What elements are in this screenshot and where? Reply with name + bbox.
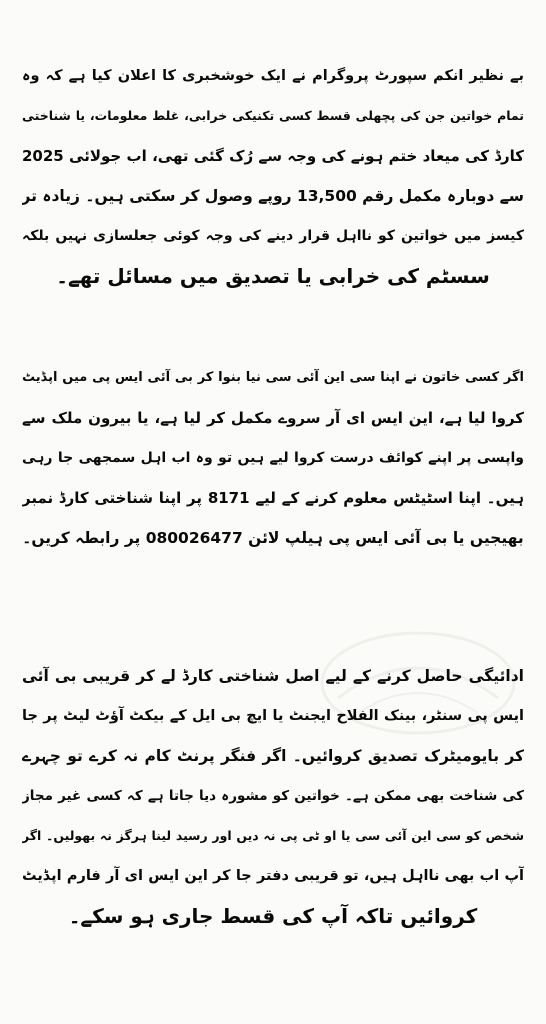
text-line: آپ اب بھی نااہل ہیں، تو قریبی دفتر جا کر این ایس ای آر فارم اپڈیٹ	[22, 868, 524, 884]
text-line: ادائیگی حاصل کرنے کے لیے اصل شناختی کارڈ لے کر قریبی بی آئی	[22, 667, 524, 685]
text-line: بے نظیر انکم سپورٹ پروگرام نے ایک خوشخبری کا اعلان کیا ہے کہ وہ	[22, 68, 524, 84]
paragraph-3	[22, 656, 524, 936]
text-line: سے دوبارہ مکمل رقم 13,500 روپے وصول کر سکتی ہیں۔ زیادہ تر	[22, 187, 524, 205]
text-line: واپسی پر اپنے کوائف درست کروا لیے ہیں تو وہ اب اہل سمجھی جا رہی	[22, 450, 524, 466]
paragraph-2	[22, 358, 524, 558]
text-line: کی شناخت بھی ممکن ہے۔ خواتین کو مشورہ دیا جاتا ہے کہ کسی غیر مجاز	[22, 788, 524, 804]
text-line: شخص کو سی این آئی سی یا او ٹی پی نہ دیں اور رسید لینا ہرگز نہ بھولیں۔ اگر	[22, 828, 524, 843]
text-line: کارڈ کی میعاد ختم ہونے کی وجہ سے رُک گئی تھی، اب جولائی 2025	[22, 147, 524, 165]
paragraph-1	[22, 56, 524, 296]
text-line: اگر کسی خاتون نے اپنا سی این آئی سی نیا بنوا کر بی آئی ایس پی میں اپڈیٹ	[22, 370, 524, 385]
text-line: تمام خواتین جن کی پچھلی قسط کسی تکنیکی خرابی، غلط معلومات، یا شناختی	[22, 108, 524, 123]
text-line: کر بایومیٹرک تصدیق کروائیں۔ اگر فنگر پرنٹ کام نہ کرے تو چہرے	[22, 747, 524, 765]
text-line: کروائیں تاکہ آپ کی قسط جاری ہو سکے۔	[68, 904, 478, 928]
text-line: کروا لیا ہے، این ایس ای آر سروے مکمل کر لیا ہے، یا بیرون ملک سے	[22, 409, 524, 427]
text-line: ہیں۔ اپنا اسٹیٹس معلوم کرنے کے لیے 8171 پر اپنا شناختی کارڈ نمبر	[22, 489, 524, 507]
text-line: سسٹم کی خرابی یا تصدیق میں مسائل تھے۔	[56, 264, 490, 288]
text-line: کیسز میں خواتین کو نااہل قرار دینے کی وجہ کوئی جعلسازی نہیں بلکہ	[22, 228, 524, 244]
text-line: ایس پی سنٹر، بینک الفلاح ایجنٹ یا ایچ بی ایل کے بیکٹ آؤٹ لیٹ پر جا	[22, 708, 524, 724]
text-line: بھیجیں یا بی آئی ایس پی ہیلپ لائن 080026477 پر رابطہ کریں۔	[22, 529, 524, 547]
